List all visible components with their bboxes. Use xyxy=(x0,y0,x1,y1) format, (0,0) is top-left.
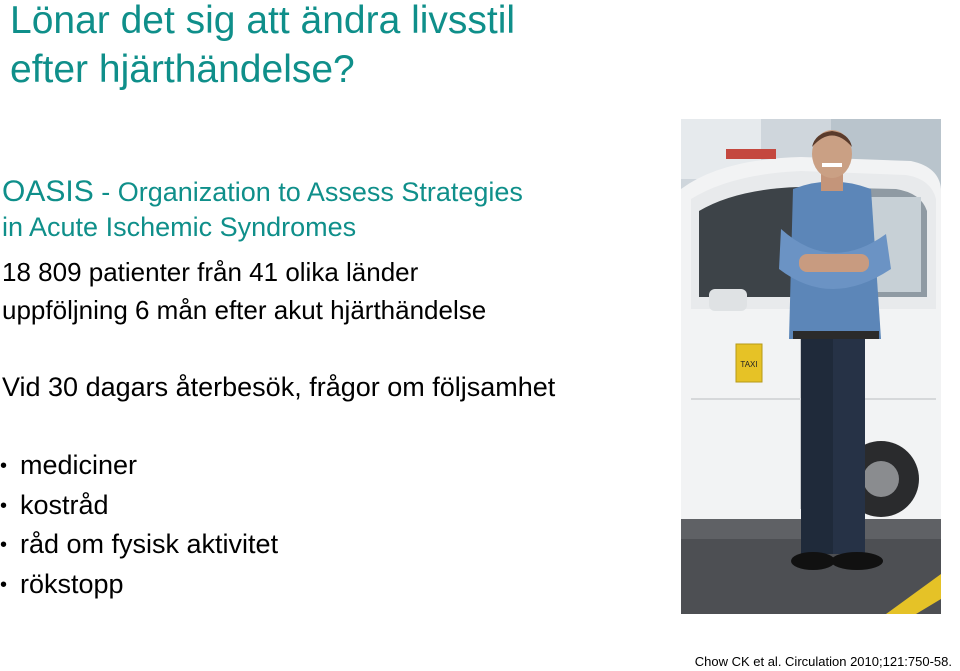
oasis-acronym: OASIS xyxy=(2,175,94,208)
title-line-2: efter hjärthändelse? xyxy=(10,48,355,91)
oasis-line-2: in Acute Ischemic Syndromes xyxy=(2,212,357,242)
bullet-text: rökstopp xyxy=(20,568,124,599)
bullet-icon: • xyxy=(0,573,8,596)
taxi-driver-illustration xyxy=(681,119,941,614)
bullet-text: kostråd xyxy=(20,489,109,520)
list-item xyxy=(0,446,278,486)
oasis-expansion: - Organization to Assess Strategies xyxy=(93,177,523,207)
oasis-line-1 xyxy=(2,173,523,211)
bullet-list xyxy=(0,446,278,604)
oasis-definition xyxy=(2,173,523,246)
list-item xyxy=(0,525,278,565)
list-item xyxy=(0,486,278,526)
list-item xyxy=(0,565,278,605)
stats-line-2: uppföljning 6 mån efter akut hjärthändelse xyxy=(2,295,487,325)
taxi-driver-photo xyxy=(681,119,941,614)
bullet-text: mediciner xyxy=(20,450,138,480)
bullet-icon: • xyxy=(0,534,8,556)
bullet-text: råd om fysisk aktivitet xyxy=(20,529,279,559)
title-line-1: Lönar det sig att ändra livsstil xyxy=(10,0,516,42)
followup-text: Vid 30 dagars återbesök, frågor om följsamhet xyxy=(2,372,556,402)
taxi-sign: TAXI xyxy=(740,360,758,369)
bullet-icon: • xyxy=(0,455,8,477)
stats-line-1: 18 809 patienter från 41 olika länder xyxy=(2,257,419,287)
slide-title xyxy=(10,0,690,94)
citation: Chow CK et al. Circulation 2010;121:750-58. xyxy=(694,654,952,669)
bullet-icon: • xyxy=(0,494,8,517)
